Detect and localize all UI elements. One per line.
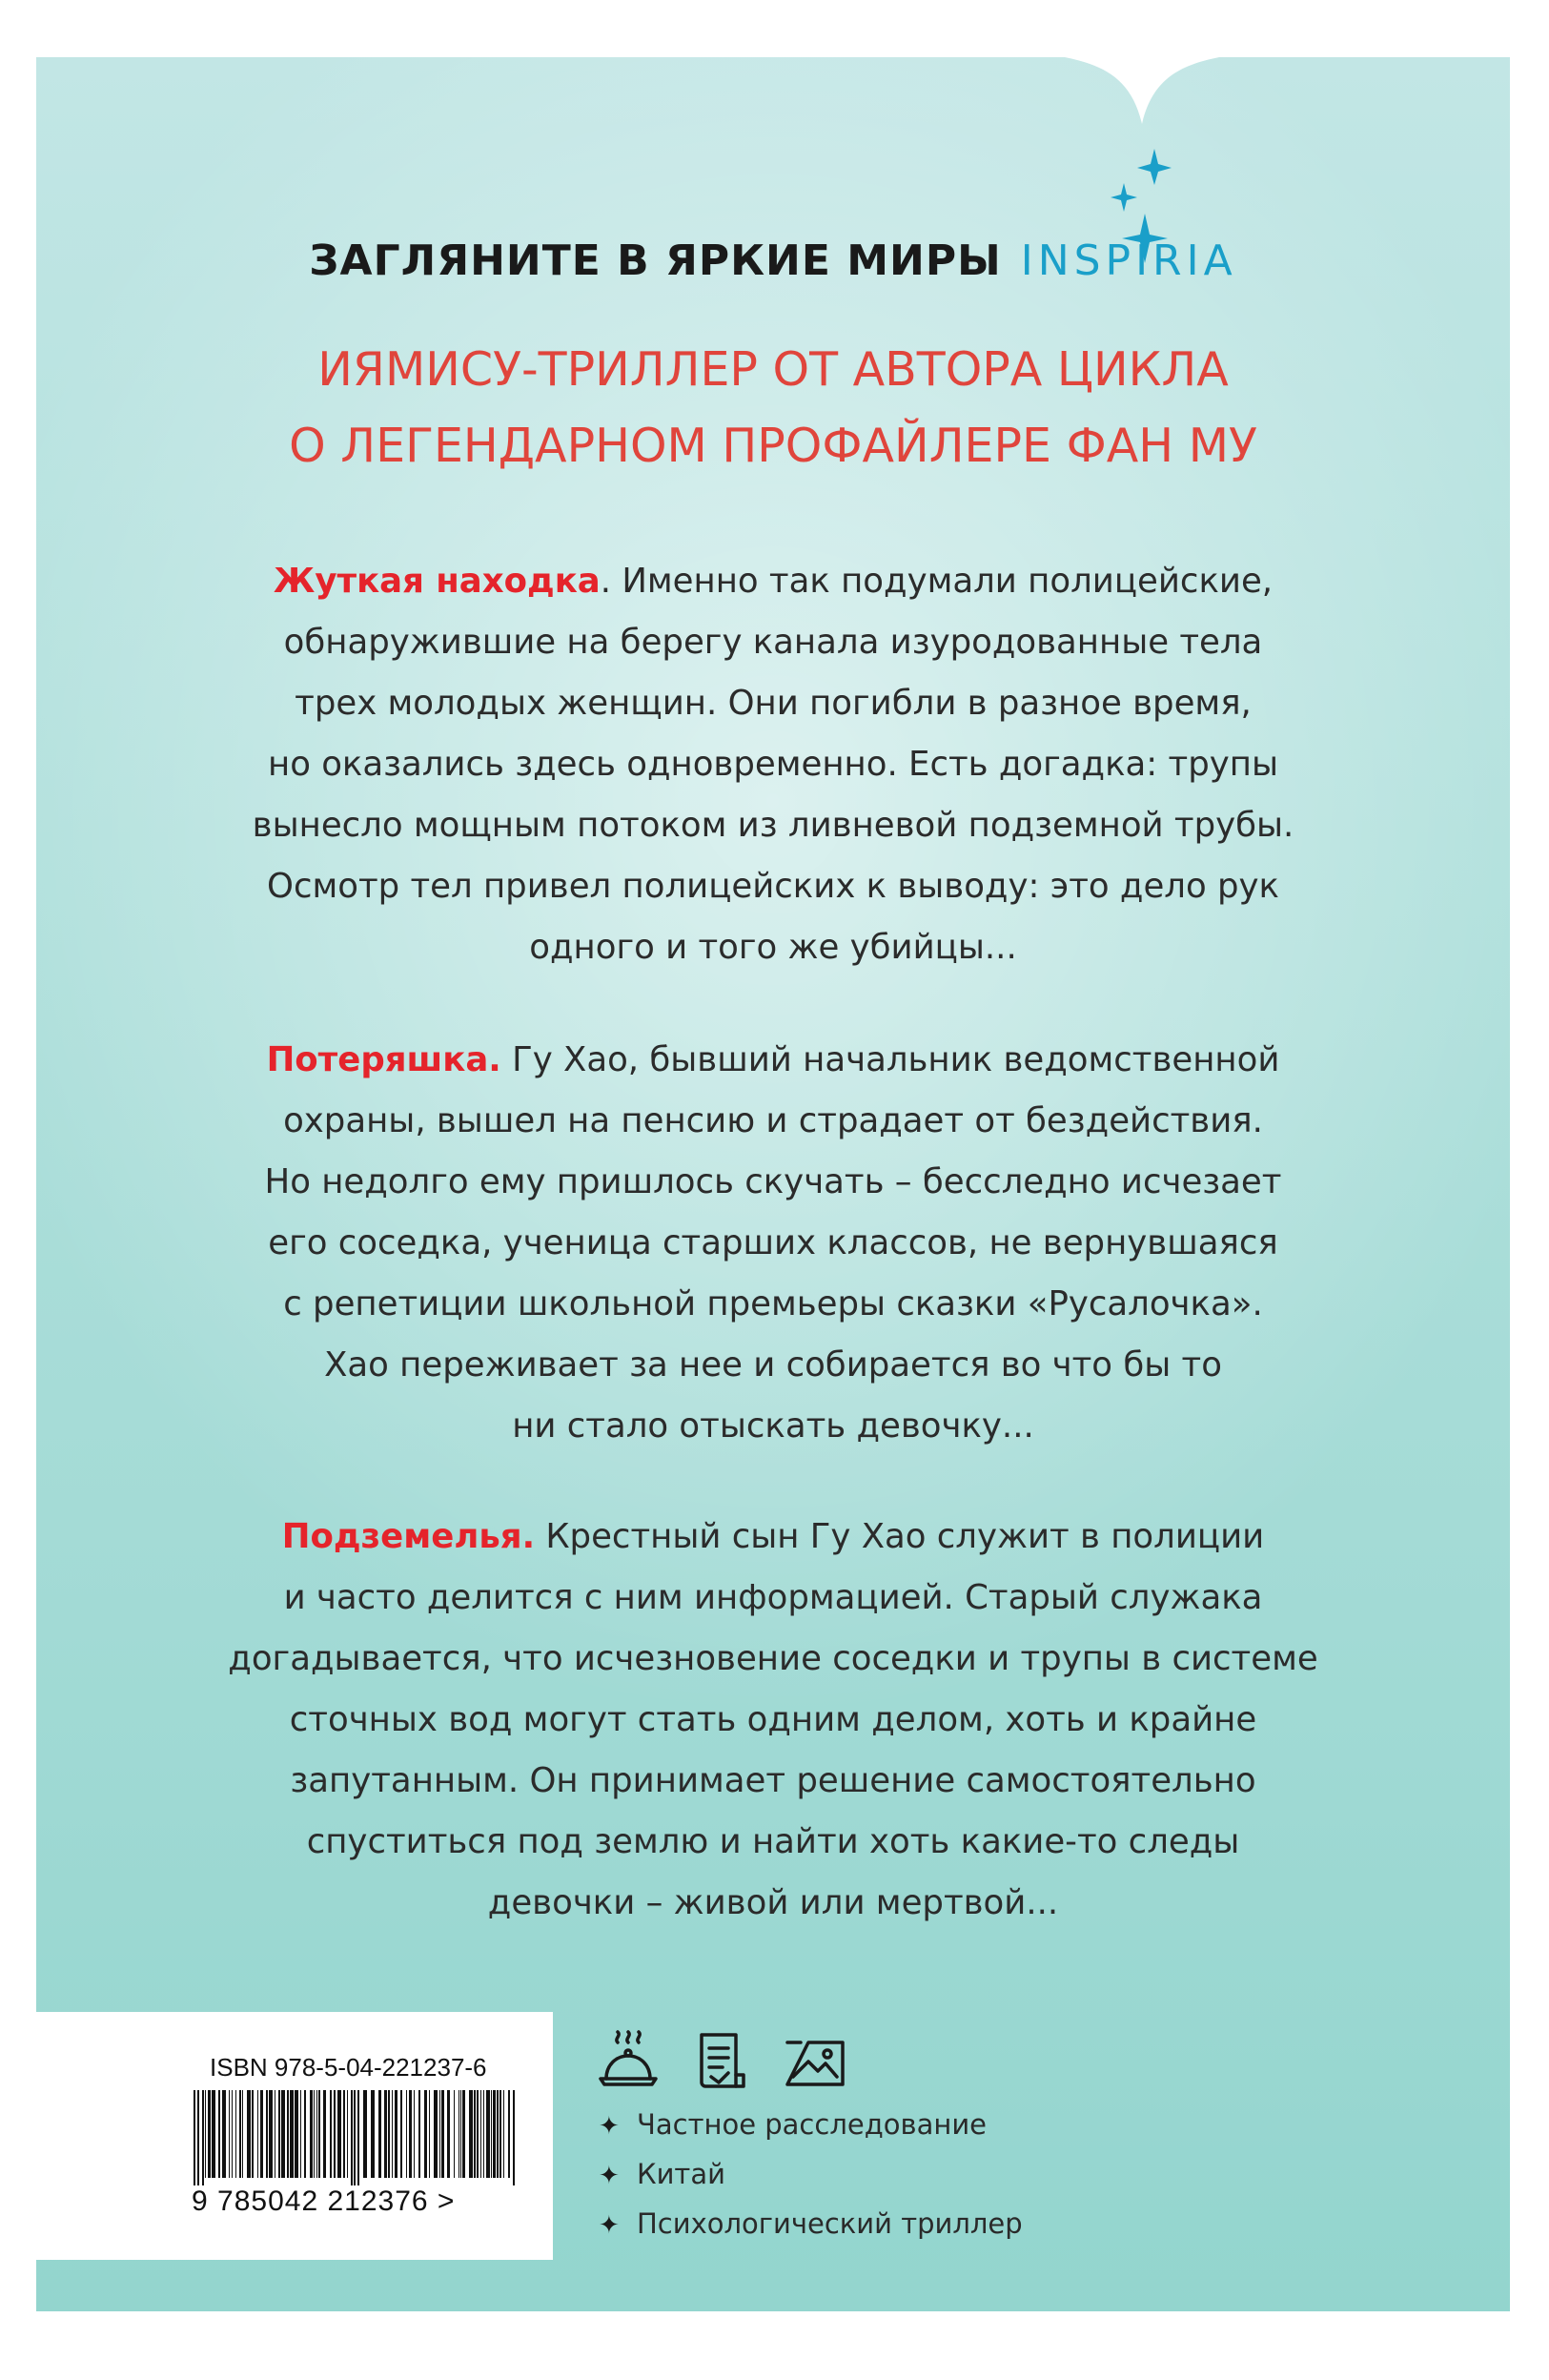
star-bullet-icon: ✦ bbox=[599, 2112, 620, 2141]
barcode-bar bbox=[232, 2090, 233, 2178]
barcode-bar bbox=[304, 2090, 306, 2178]
barcode-bar bbox=[384, 2090, 387, 2178]
barcode-bar bbox=[462, 2090, 465, 2178]
headline-line: ИЯМИСУ-ТРИЛЛЕР ОТ АВТОРА ЦИКЛА bbox=[317, 342, 1229, 397]
barcode-bar bbox=[354, 2090, 356, 2185]
barcode-bar bbox=[378, 2090, 381, 2178]
barcode-bar bbox=[414, 2090, 415, 2178]
barcode-bar bbox=[290, 2090, 294, 2178]
paragraph-line: спуститься под землю и найти хоть какие-то следы bbox=[306, 1822, 1240, 1861]
paragraph-line: охраны, вышел на пенсию и страдает от бездействия. bbox=[283, 1101, 1263, 1140]
barcode-bar bbox=[483, 2090, 484, 2178]
publisher-brand: INSPIRIA bbox=[1020, 236, 1237, 285]
barcode-bar bbox=[508, 2090, 510, 2178]
genre-tags bbox=[599, 2100, 1023, 2248]
barcode-bar bbox=[278, 2090, 280, 2178]
barcode-bar bbox=[429, 2090, 430, 2178]
barcode-bar bbox=[395, 2090, 397, 2178]
barcode-bar bbox=[409, 2090, 412, 2178]
barcode-bar bbox=[318, 2090, 320, 2178]
barcode-bar bbox=[218, 2090, 220, 2178]
barcode-bar bbox=[351, 2090, 353, 2185]
paragraph-line: вынесло мощным потоком из ливневой подземной трубы. bbox=[252, 806, 1294, 845]
barcode-bar bbox=[212, 2090, 215, 2178]
blurb-paragraph-1 bbox=[93, 551, 1453, 978]
paragraph-line: Осмотр тел привел полицейских к выводу: это дело рук bbox=[267, 867, 1279, 906]
barcode-bar bbox=[208, 2090, 211, 2178]
paragraph-line: сточных вод могут стать одним делом, хоть и крайне bbox=[289, 1700, 1257, 1739]
document-icon bbox=[688, 2029, 755, 2096]
paragraph-line: трех молодых женщин. Они погибли в разное время, bbox=[295, 684, 1252, 723]
barcode-bar bbox=[392, 2090, 393, 2178]
barcode-bar bbox=[477, 2090, 479, 2178]
blurb-paragraph-3 bbox=[93, 1507, 1453, 1934]
barcode-bar bbox=[424, 2090, 427, 2178]
barcode-bar bbox=[300, 2090, 301, 2178]
barcode-bar bbox=[260, 2090, 263, 2178]
paragraph-line: его соседка, ученица старших классов, не вернувшаяся bbox=[268, 1223, 1278, 1262]
barcode-bar bbox=[194, 2090, 195, 2185]
paragraph-line: но оказались здесь одновременно. Есть догадка: трупы bbox=[267, 745, 1278, 784]
paragraph-line: с репетиции школьной премьеры сказки «Русалочка». bbox=[283, 1284, 1263, 1323]
blurb-paragraph-2 bbox=[93, 1030, 1453, 1457]
barcode-bar bbox=[371, 2090, 375, 2178]
genre-tag bbox=[599, 2100, 1023, 2149]
barcode-bar bbox=[460, 2090, 461, 2178]
series-lead-text: ЗАГЛЯНИТЕ В ЯРКИЕ МИРЫ bbox=[309, 236, 1002, 285]
paragraph-line: Но недолго ему пришлось скучать – бесследно исчезает bbox=[264, 1162, 1282, 1201]
barcode-bar bbox=[295, 2090, 298, 2178]
barcode-bar bbox=[441, 2090, 444, 2178]
paragraph-line: и часто делится с ним информацией. Старый служака bbox=[283, 1578, 1263, 1617]
barcode-bar bbox=[287, 2090, 289, 2178]
paragraph-highlight: Потеряшка. bbox=[266, 1040, 501, 1079]
barcode-bar bbox=[486, 2090, 490, 2178]
barcode-bar bbox=[400, 2090, 402, 2178]
barcode-bar bbox=[239, 2090, 241, 2178]
barcode-bar bbox=[454, 2090, 455, 2178]
barcode-bar bbox=[334, 2090, 336, 2178]
barcode-bar bbox=[363, 2090, 367, 2178]
barcode-bar bbox=[330, 2090, 332, 2178]
barcode-bar bbox=[202, 2090, 204, 2185]
barcode-bar bbox=[281, 2090, 285, 2178]
genre-tag-label: Психологический триллер bbox=[637, 2207, 1023, 2240]
series-header bbox=[36, 236, 1510, 285]
barcode-bar bbox=[314, 2090, 315, 2178]
paragraph-line: ни стало отыскать девочку... bbox=[512, 1406, 1034, 1446]
left-notch-shape bbox=[36, 2107, 71, 2189]
barcode-bar bbox=[497, 2090, 499, 2178]
barcode-bar bbox=[205, 2090, 206, 2178]
paragraph-text: Гу Хао, бывший начальник ведомственной bbox=[500, 1040, 1280, 1079]
barcode-bar bbox=[316, 2090, 317, 2178]
paragraph-first-line bbox=[93, 1507, 1453, 1568]
paragraph-line: догадывается, что исчезновение соседки и трупы в системе bbox=[228, 1639, 1318, 1678]
paragraph-highlight: Подземелья. bbox=[281, 1517, 536, 1556]
barcode-bars bbox=[192, 2090, 520, 2185]
barcode-bar bbox=[257, 2090, 258, 2178]
book-back-cover bbox=[36, 57, 1510, 2311]
barcode-bar bbox=[252, 2090, 254, 2178]
barcode-bar bbox=[229, 2090, 230, 2178]
paragraph-line: запутанным. Он принимает решение самостоятельно bbox=[290, 1761, 1256, 1800]
barcode-bar bbox=[310, 2090, 313, 2178]
barcode-bar bbox=[323, 2090, 326, 2178]
barcode-bar bbox=[388, 2090, 390, 2178]
barcode-bar bbox=[406, 2090, 407, 2178]
barcode-bar bbox=[469, 2090, 473, 2178]
top-notch-shape bbox=[1065, 57, 1219, 124]
genre-tag-label: Китай bbox=[637, 2158, 725, 2190]
paragraph-highlight: Жуткая находка bbox=[273, 562, 601, 601]
barcode-bar bbox=[480, 2090, 481, 2178]
star-bullet-icon: ✦ bbox=[599, 2211, 620, 2240]
cloche-icon bbox=[595, 2029, 662, 2096]
genre-tag-label: Частное расследование bbox=[637, 2108, 988, 2141]
barcode-bar bbox=[513, 2090, 515, 2185]
barcode-bar bbox=[474, 2090, 476, 2178]
paragraph-first-line bbox=[93, 1030, 1453, 1091]
barcode-bar bbox=[503, 2090, 504, 2178]
genre-tag bbox=[599, 2149, 1023, 2199]
paragraph-line: одного и того же убийцы... bbox=[529, 928, 1017, 967]
cover-headline bbox=[36, 332, 1510, 484]
barcode-bar bbox=[491, 2090, 492, 2178]
paragraph-first-line bbox=[93, 551, 1453, 612]
paragraph-text: . Именно так подумали полицейские, bbox=[600, 562, 1274, 601]
barcode-bar bbox=[337, 2090, 341, 2178]
paragraph-line: обнаружившие на берегу канала изуродованные тела bbox=[283, 623, 1263, 662]
barcode-bar bbox=[266, 2090, 268, 2178]
barcode-bar bbox=[493, 2090, 496, 2178]
barcode-bar bbox=[222, 2090, 226, 2178]
barcode-bar bbox=[347, 2090, 348, 2178]
barcode-bar bbox=[235, 2090, 236, 2178]
paragraph-line: Хао переживает за нее и собирается во что бы то bbox=[324, 1345, 1222, 1385]
image-icon bbox=[782, 2029, 848, 2096]
barcode-bar bbox=[499, 2090, 501, 2178]
barcode-bar bbox=[434, 2090, 438, 2178]
paragraph-line: девочки – живой или мертвой... bbox=[487, 1883, 1059, 1922]
barcode-bar bbox=[242, 2090, 243, 2178]
isbn-number: ISBN 978-5-04-221237-6 bbox=[210, 2053, 487, 2082]
genre-tag bbox=[599, 2199, 1023, 2248]
barcode-bar bbox=[447, 2090, 450, 2178]
headline-line: О ЛЕГЕНДАРНОМ ПРОФАЙЛЕРЕ ФАН МУ bbox=[289, 419, 1257, 473]
star-bullet-icon: ✦ bbox=[599, 2162, 620, 2190]
barcode-bar bbox=[247, 2090, 251, 2178]
barcode-bar bbox=[343, 2090, 345, 2178]
barcode-digits: 9 785042 212376 > bbox=[192, 2185, 456, 2217]
paragraph-text: Крестный сын Гу Хао служит в полиции bbox=[535, 1517, 1265, 1556]
barcode-bar bbox=[439, 2090, 440, 2178]
barcode-bar bbox=[418, 2090, 420, 2178]
barcode-bar bbox=[197, 2090, 199, 2185]
barcode-bar bbox=[357, 2090, 359, 2185]
barcode-bar bbox=[269, 2090, 273, 2178]
